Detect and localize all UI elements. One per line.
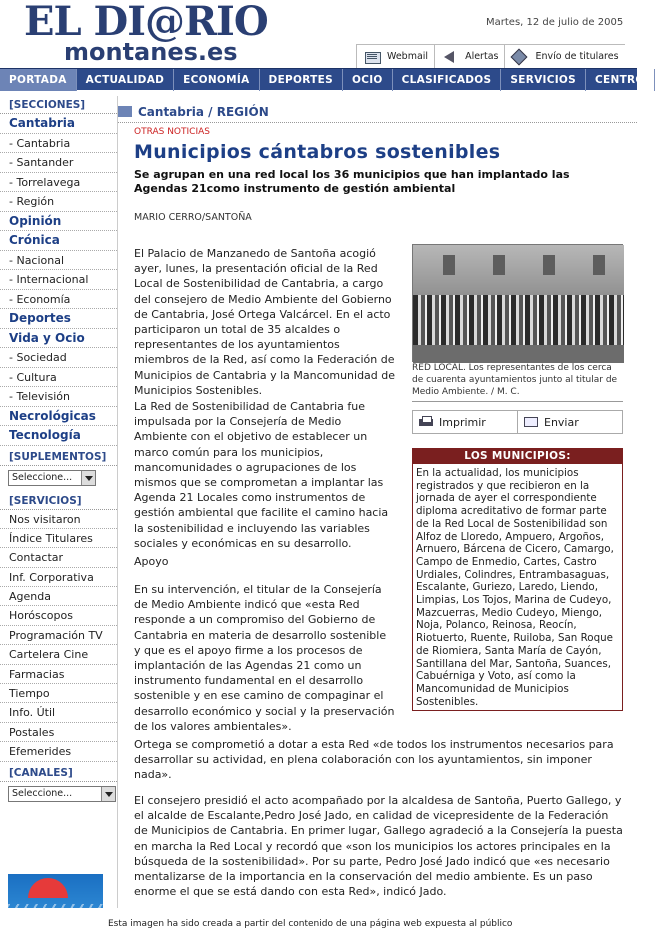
page-footer — [0, 908, 637, 939]
chevron-down-icon — [81, 471, 95, 485]
sidebar-item-television[interactable]: - Televisión — [0, 387, 117, 407]
municipios-box — [412, 448, 623, 711]
servicio-contactar[interactable]: Contactar — [0, 548, 117, 567]
canales-heading: [CANALES] — [0, 764, 117, 782]
logo-bottom-text: montanes.es — [64, 38, 238, 66]
servicio-programacion-tv[interactable]: Programación TV — [0, 626, 117, 645]
site-logo[interactable] — [24, 2, 274, 64]
article-byline: MARIO CERRO/SANTOÑA — [134, 212, 252, 223]
article-subheading: Apoyo — [134, 555, 169, 568]
article-area — [118, 96, 637, 939]
nav-actualidad[interactable]: ACTUALIDAD — [77, 69, 174, 91]
suplementos-select-value: Seleccione... — [12, 471, 73, 483]
sidebar-item-region[interactable]: - Región — [0, 192, 117, 212]
umbrella-icon — [28, 878, 68, 898]
main-nav — [0, 68, 645, 90]
envelope-icon — [524, 417, 538, 427]
nav-economia[interactable]: ECONOMÍA — [174, 69, 259, 91]
article-subhead: Se agrupan en una red local los 36 municipios que han implantado las Agendas 21como instrumento de gestión ambiental — [134, 168, 570, 195]
chevron-down-icon — [101, 787, 115, 801]
sidebar-item-internacional[interactable]: - Internacional — [0, 270, 117, 290]
servicio-tiempo[interactable]: Tiempo — [0, 684, 117, 703]
servicio-info-util[interactable]: Info. Útil — [0, 703, 117, 722]
servicios-heading: [SERVICIOS] — [0, 492, 117, 510]
envio-titulares-link[interactable] — [504, 44, 624, 68]
servicio-cartelera-cine[interactable]: Cartelera Cine — [0, 645, 117, 664]
mail-icon — [363, 50, 381, 64]
print-button[interactable] — [413, 411, 517, 433]
nav-centro[interactable]: CENTRO — [586, 69, 655, 91]
sidebar-section-cantabria[interactable]: Cantabria — [0, 114, 117, 134]
sidebar-item-nacional[interactable]: - Nacional — [0, 251, 117, 271]
sidebar-section-cronica[interactable]: Crónica — [0, 231, 117, 251]
article-actions — [412, 410, 623, 434]
sidebar-section-opinion[interactable]: Opinión — [0, 212, 117, 232]
logo-top-text: EL DI@RIO — [24, 0, 268, 45]
sidebar-section-necrologicas[interactable]: Necrológicas — [0, 407, 117, 427]
municipios-box-title: LOS MUNICIPIOS: — [413, 449, 622, 464]
suplementos-heading: [SUPLEMENTOS] — [0, 448, 117, 466]
sidebar-section-vida-ocio[interactable]: Vida y Ocio — [0, 329, 117, 349]
sidebar-section-tecnologia[interactable]: Tecnología — [0, 426, 117, 446]
article-kicker: OTRAS NOTICIAS — [134, 127, 210, 137]
photo-caption: RED LOCAL. Los representantes de los cerca de cuarenta ayuntamientos junto al titular de Medio Ambiente. / M. C. — [412, 362, 623, 402]
sidebar-item-economia[interactable]: - Economía — [0, 290, 117, 310]
servicio-indice-titulares[interactable]: Índice Titulares — [0, 529, 117, 548]
alertas-label: Alertas — [465, 51, 499, 62]
nav-deportes[interactable]: DEPORTES — [260, 69, 343, 91]
webmail-link[interactable] — [356, 44, 434, 68]
breadcrumb — [118, 103, 637, 123]
servicio-postales[interactable]: Postales — [0, 723, 117, 742]
canales-select-value: Seleccione... — [12, 787, 73, 799]
photo-window — [493, 255, 505, 275]
alertas-link[interactable] — [434, 44, 504, 68]
envio-titulares-label: Envío de titulares — [535, 51, 619, 62]
footer-notice: Esta imagen ha sido creada a partir del contenido de una página web expuesta al público — [108, 919, 513, 929]
servicio-farmacias[interactable]: Farmacias — [0, 665, 117, 684]
sidebar-item-cantabria[interactable]: - Cantabria — [0, 134, 117, 154]
alert-icon — [441, 50, 459, 64]
canales-select[interactable] — [8, 786, 116, 802]
print-label: Imprimir — [439, 415, 486, 429]
breadcrumb-marker — [118, 106, 132, 117]
photo-window — [443, 255, 455, 275]
servicio-inf-corporativa[interactable]: Inf. Corporativa — [0, 568, 117, 587]
servicio-horoscopos[interactable]: Horóscopos — [0, 606, 117, 625]
sidebar-item-torrelavega[interactable]: - Torrelavega — [0, 173, 117, 193]
article-paragraph-5: El consejero presidió el acto acompañado por la alcaldesa de Santoña, Puerto Gallego, y el alcalde de Escalante,Pedro José Jado, en calidad de vicepresidente de la Federación de Municipios de Cantabria. En primer lugar, Gallego agradeció a la Consejería la puesta en marcha la Red Local y recordó que «son los municipios los actores principales en la búsqueda de la sostenibilidad». Por su parte, Pedro José Jado indicó que «es necesario mentalizarse de la importancia en la conservación del medio ambiente. Es un paso enorme el que se está dando con esta Red», indicó Jado. — [134, 794, 623, 899]
suplementos-select[interactable] — [8, 470, 96, 486]
photo-window — [593, 255, 605, 275]
servicio-efemerides[interactable]: Efemerides — [0, 742, 117, 761]
send-button[interactable] — [517, 411, 622, 433]
servicio-agenda[interactable]: Agenda — [0, 587, 117, 606]
article-photo[interactable] — [412, 244, 623, 362]
article-headline: Municipios cántabros sostenibles — [134, 141, 501, 163]
breadcrumb-text[interactable]: Cantabria / REGIÓN — [138, 105, 269, 119]
nav-clasificados[interactable]: CLASIFICADOS — [393, 69, 502, 91]
photo-ground — [413, 345, 624, 363]
sidebar-item-santander[interactable]: - Santander — [0, 153, 117, 173]
servicio-nos-visitaron[interactable]: Nos visitaron — [0, 510, 117, 529]
header-tools — [356, 44, 625, 68]
sidebar — [0, 96, 118, 939]
nav-servicios[interactable]: SERVICIOS — [501, 69, 586, 91]
sidebar-section-deportes[interactable]: Deportes — [0, 309, 117, 329]
article-paragraph-1: El Palacio de Manzanedo de Santoña acogió ayer, lunes, la presentación oficial de la Red Local de Sostenibilidad de Cantabria, a cargo del consejero de Medio Ambiente del Gobierno de Cantabria, José Ortega Valcárcel. En el acto participaron un total de 35 alcaldes o representantes de los ayuntamientos miembros de la Red, así como la Federación de Municipios de Cantabria y la Mancomunidad de Municipios Sostenibles. — [134, 247, 396, 397]
nav-portada[interactable]: PORTADA — [0, 69, 77, 91]
secciones-heading: [SECCIONES] — [0, 96, 117, 114]
printer-icon — [419, 416, 433, 428]
nav-ocio[interactable]: OCIO — [343, 69, 393, 91]
webmail-label: Webmail — [387, 51, 429, 62]
send-label: Enviar — [544, 415, 579, 429]
current-date: Martes, 12 de julio de 2005 — [486, 17, 624, 28]
article-paragraph-2: La Red de Sostenibilidad de Cantabria fue impulsada por la Consejería de Medio Ambiente con el objetivo de establecer un marco común para los municipios, mancomunidades o agrupaciones de los mismos que se comprometan a implantar las Agenda 21 Locales como instrumentos de gestión ambiental que facilite el camino hacia la sostenibilidad e incluyendo las variables sociales y económicas en su desarrollo. — [134, 400, 389, 550]
municipios-box-text: En la actualidad, los municipios registrados y que recibieron en la jornada de ayer el correspondiente diploma acreditativo de formar parte de la Red Local de Sostenibilidad son Alfoz de Lloredo, Ampuero, Argoños, Arnuero, Bárcena de Cicero, Camargo, Campo de Enmedio, Cartes, Castro Urdiales, Colindres, Entrambasaguas, Escalante, Guriezo, Laredo, Liendo, Limpias, Los Tojos, Marina de Cudeyo, Mazcuerras, Medio Cudeyo, Miengo, Noja, Polanco, Reinosa, Reocín, Riotuerto, Ruente, Ruiloba, San Roque de Riomiera, Santa María de Cayón, Santillana del Mar, Santoña, Suances, Cabuérniga y Voto, así como la Mancomunidad de Municipios Sostenibles. — [416, 467, 614, 708]
sidebar-item-sociedad[interactable]: - Sociedad — [0, 348, 117, 368]
article-paragraph-4: Ortega se comprometió a dotar a esta Red «de todos los instrumentos necesarios para desarrollar su actividad, en plena colaboración con los ayuntamientos, sin imponer nada». — [134, 738, 614, 782]
site-header — [0, 0, 637, 68]
tag-icon — [511, 50, 529, 64]
sidebar-item-cultura[interactable]: - Cultura — [0, 368, 117, 388]
photo-window — [543, 255, 555, 275]
article-paragraph-3: En su intervención, el titular de la Consejería de Medio Ambiente indicó que «esta Red responde a un compromiso del Gobierno de Cantabria en materia de desarrollo sostenible y que es el apoyo firme a los procesos de implantación de las Agendas 21 como un instrumento fundamental en el desarrollo sostenible y en ese camino de compaginar el desarrollo económico y social y la preservación de los valores ambientales». — [134, 583, 395, 733]
